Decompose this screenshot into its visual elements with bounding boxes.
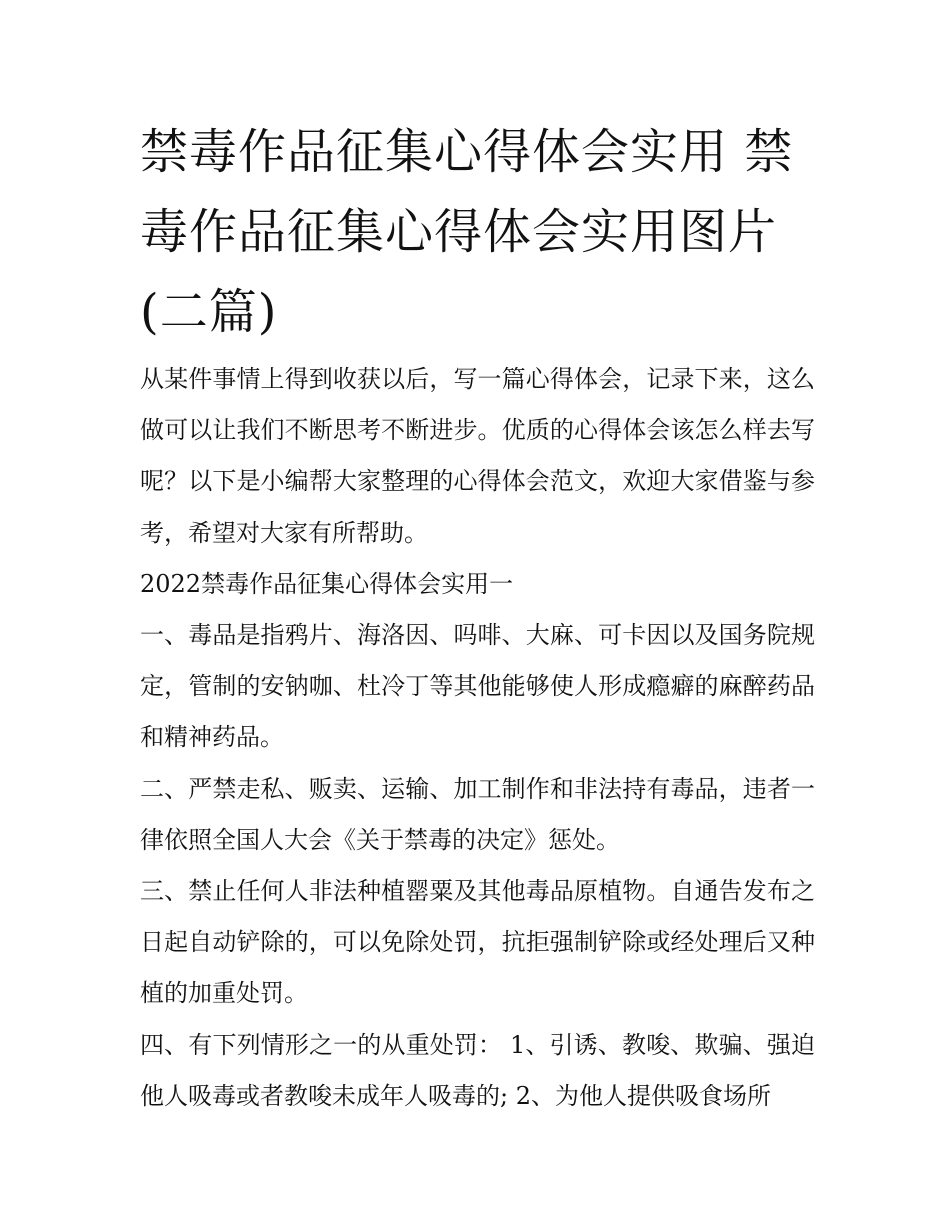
document-title: 禁毒作品征集心得体会实用 禁毒作品征集心得体会实用图片(二篇): [140, 124, 794, 340]
section-heading: 2022禁毒作品征集心得体会实用一: [140, 569, 514, 598]
paragraph-item-2: 二、严禁走私、贩卖、运输、加工制作和非法持有毒品，违者一律依照全国人大会《关于禁毒的决定》惩处。: [140, 774, 815, 854]
paragraph-item-1: 一、毒品是指鸦片、海洛因、吗啡、大麻、可卡因以及国务院规定，管制的安钠咖、杜冷丁等其他能够使人形成瘾癖的麻醉药品和精神药品。: [140, 621, 815, 752]
paragraph-item-4: 四、有下列情形之一的从重处罚： 1、引诱、教唆、欺骗、强迫他人吸毒或者教唆未成年人吸毒的; 2、为他人提供吸食场所: [140, 1030, 815, 1110]
document-body: [140, 354, 815, 1122]
intro-paragraph: 从某件事情上得到收获以后，写一篇心得体会，记录下来，这么做可以让我们不断思考不断进步。优质的心得体会该怎么样去写呢？以下是小编帮大家整理的心得体会范文，欢迎大家借鉴与参考，希望对大家有所帮助。: [140, 365, 815, 547]
paragraph-item-3: 三、禁止任何人非法种植罂粟及其他毒品原植物。自通告发布之日起自动铲除的，可以免除处罚，抗拒强制铲除或经处理后又种植的加重处罚。: [140, 877, 815, 1008]
